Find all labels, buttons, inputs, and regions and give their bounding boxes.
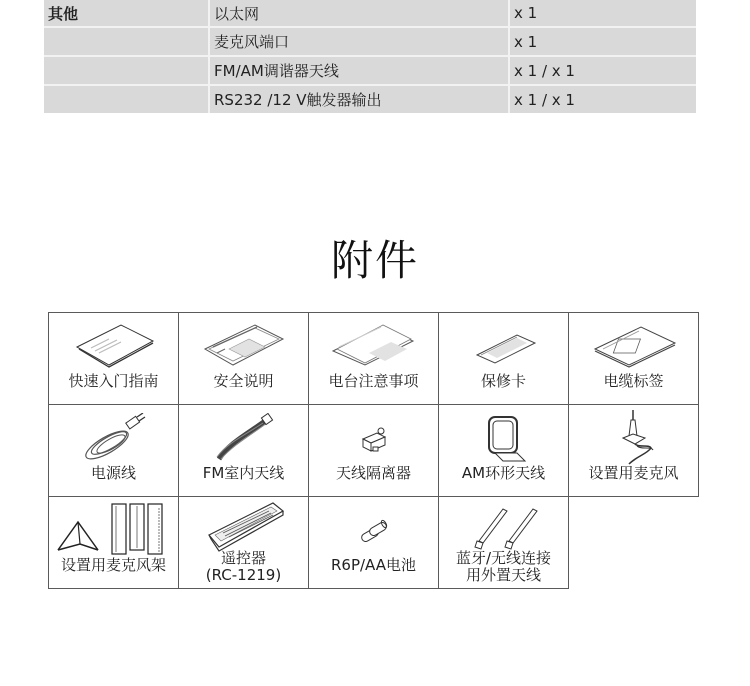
model-number: (RC-1219)	[205, 566, 282, 584]
accessory-label: 电源线	[90, 464, 136, 482]
spec-table	[44, 0, 696, 113]
accessory-antenna-isolator	[308, 404, 439, 497]
accessories-grid	[48, 312, 702, 591]
category-cell	[44, 27, 209, 56]
quick-start-guide-icon	[49, 317, 178, 375]
table-row	[44, 56, 696, 85]
setup-microphone-icon	[569, 409, 698, 467]
accessory-fm-antenna	[178, 404, 309, 497]
table-row	[44, 85, 696, 113]
accessory-label: 遥控器 (RC-1219)	[205, 549, 282, 584]
remote-control-icon	[179, 497, 308, 555]
accessory-bluetooth-antenna	[438, 496, 569, 589]
qty-cell: x 1 / x 1	[509, 56, 696, 85]
accessory-label: AM环形天线	[461, 464, 546, 482]
radio-notes-icon	[309, 317, 438, 375]
item-cell: FM/AM调谐器天线	[209, 56, 509, 85]
qty-cell: x 1	[509, 27, 696, 56]
power-cord-icon	[49, 409, 178, 467]
item-cell: 麦克风端口	[209, 27, 509, 56]
accessory-cable-labels	[568, 312, 699, 405]
accessory-label: FM室内天线	[202, 464, 285, 482]
fm-antenna-icon	[179, 409, 308, 467]
accessory-setup-microphone	[568, 404, 699, 497]
qty-cell: x 1	[509, 0, 696, 27]
accessory-microphone-stand	[48, 496, 179, 589]
accessory-warranty-card	[438, 312, 569, 405]
accessory-power-cord	[48, 404, 179, 497]
accessory-label: 电台注意事项	[328, 372, 419, 390]
accessory-quick-start-guide	[48, 312, 179, 405]
item-cell: 以太网	[209, 0, 509, 27]
accessory-safety-instructions	[178, 312, 309, 405]
accessory-am-loop-antenna	[438, 404, 569, 497]
warranty-card-icon	[439, 317, 568, 375]
accessory-label: R6P/AA电池	[330, 556, 416, 574]
accessory-label: 天线隔离器	[335, 464, 411, 482]
accessory-label: 快速入门指南	[68, 372, 159, 390]
qty-cell: x 1 / x 1	[514, 90, 575, 109]
safety-instructions-icon	[179, 317, 308, 375]
batteries-icon	[309, 501, 438, 559]
item-cell: RS232 /12 V触发器输出	[209, 85, 509, 113]
accessory-label: 安全说明	[213, 372, 274, 390]
accessory-batteries	[308, 496, 439, 589]
category-cell	[44, 85, 209, 113]
accessory-label: 设置用麦克风	[588, 464, 679, 482]
accessory-label: 保修卡	[480, 372, 526, 390]
accessory-remote-control	[178, 496, 309, 589]
accessory-label: 蓝牙/无线连接 用外置天线	[455, 549, 552, 584]
am-loop-antenna-icon	[439, 409, 568, 467]
antenna-isolator-icon	[309, 409, 438, 467]
category-cell: 其他	[44, 0, 209, 27]
accessory-radio-notes	[308, 312, 439, 405]
bluetooth-antenna-icon	[439, 497, 568, 555]
accessory-label: 设置用麦克风架	[60, 556, 166, 574]
table-row	[44, 0, 696, 27]
microphone-stand-icon	[49, 501, 178, 559]
accessory-label: 电缆标签	[603, 372, 664, 390]
category-cell	[44, 56, 209, 85]
section-title: 附件	[330, 236, 419, 285]
table-row	[44, 27, 696, 56]
cable-labels-icon	[569, 317, 698, 375]
